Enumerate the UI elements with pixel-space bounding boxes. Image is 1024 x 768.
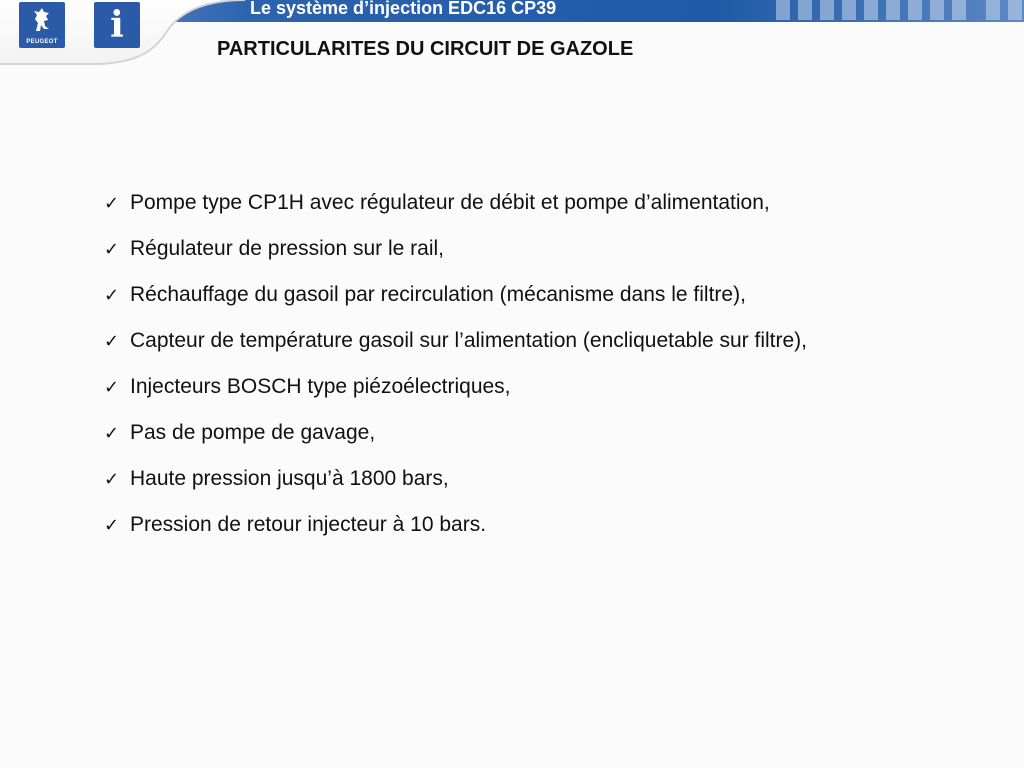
check-icon: ✓: [104, 376, 120, 398]
check-icon: ✓: [104, 192, 120, 214]
check-icon: ✓: [104, 422, 120, 444]
check-icon: ✓: [104, 238, 120, 260]
bullet-text: Capteur de température gasoil sur l’alimentation (encliquetable sur filtre),: [130, 329, 808, 352]
list-item: [104, 226, 807, 272]
list-item: [104, 410, 807, 456]
bullet-list: [104, 180, 807, 548]
list-item: [104, 272, 807, 318]
bullet-text: Injecteurs BOSCH type piézoélectriques,: [130, 375, 511, 398]
presentation-title: Le système d’injection EDC16 CP39: [250, 0, 557, 18]
lion-icon: [30, 7, 54, 33]
list-item: [104, 180, 807, 226]
list-item: [104, 364, 807, 410]
info-logo: [94, 2, 140, 48]
bullet-text: Régulateur de pression sur le rail,: [130, 237, 444, 260]
bullet-text: Pompe type CP1H avec régulateur de débit et pompe d’alimentation,: [130, 191, 770, 214]
bullet-text: Pression de retour injecteur à 10 bars.: [130, 513, 487, 536]
peugeot-logo: [19, 2, 65, 48]
slide-title: PARTICULARITES DU CIRCUIT DE GAZOLE: [217, 38, 634, 60]
list-item: [104, 456, 807, 502]
bullet-text: Pas de pompe de gavage,: [130, 421, 376, 444]
check-icon: ✓: [104, 514, 120, 536]
bullet-text: Haute pression jusqu’à 1800 bars,: [130, 467, 449, 490]
info-icon: i: [110, 4, 124, 46]
list-item: [104, 318, 807, 364]
brand-label: PEUGEOT: [26, 39, 58, 45]
check-icon: ✓: [104, 284, 120, 306]
bullet-text: Réchauffage du gasoil par recirculation (mécanisme dans le filtre),: [130, 283, 746, 306]
check-icon: ✓: [104, 468, 120, 490]
list-item: [104, 502, 807, 548]
check-icon: ✓: [104, 330, 120, 352]
